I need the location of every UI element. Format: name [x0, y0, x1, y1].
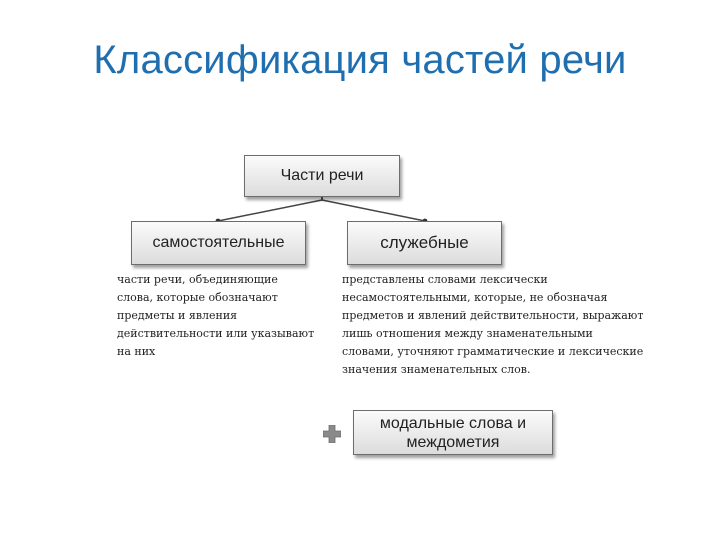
root-node-label: Части речи — [280, 167, 364, 184]
branch-node-auxiliary-label: служебные — [380, 233, 469, 252]
root-node — [244, 155, 400, 197]
page-title: Классификация частей речи — [93, 38, 627, 82]
branch-auxiliary-description: представлены словами лексически несамостоятельными, которые, не обозначая предметов и явлений действительности, выражают лишь отношения между знаменательными словами, уточняют грамматические и лексические значения знаменательных слов. — [342, 273, 644, 376]
branch-node-independent-label: самостоятельные — [152, 234, 285, 251]
extra-node — [353, 410, 553, 455]
connector-left — [218, 197, 322, 221]
plus-icon — [323, 425, 341, 443]
connector-right — [322, 197, 425, 221]
branch-independent-description: части речи, объединяющие слова, которые обозначают предметы и явления действительности или указывают на них — [117, 273, 315, 358]
branch-node-independent — [131, 221, 306, 265]
branch-node-auxiliary — [347, 221, 502, 265]
extra-node-label: модальные слова и междометия — [379, 414, 527, 451]
